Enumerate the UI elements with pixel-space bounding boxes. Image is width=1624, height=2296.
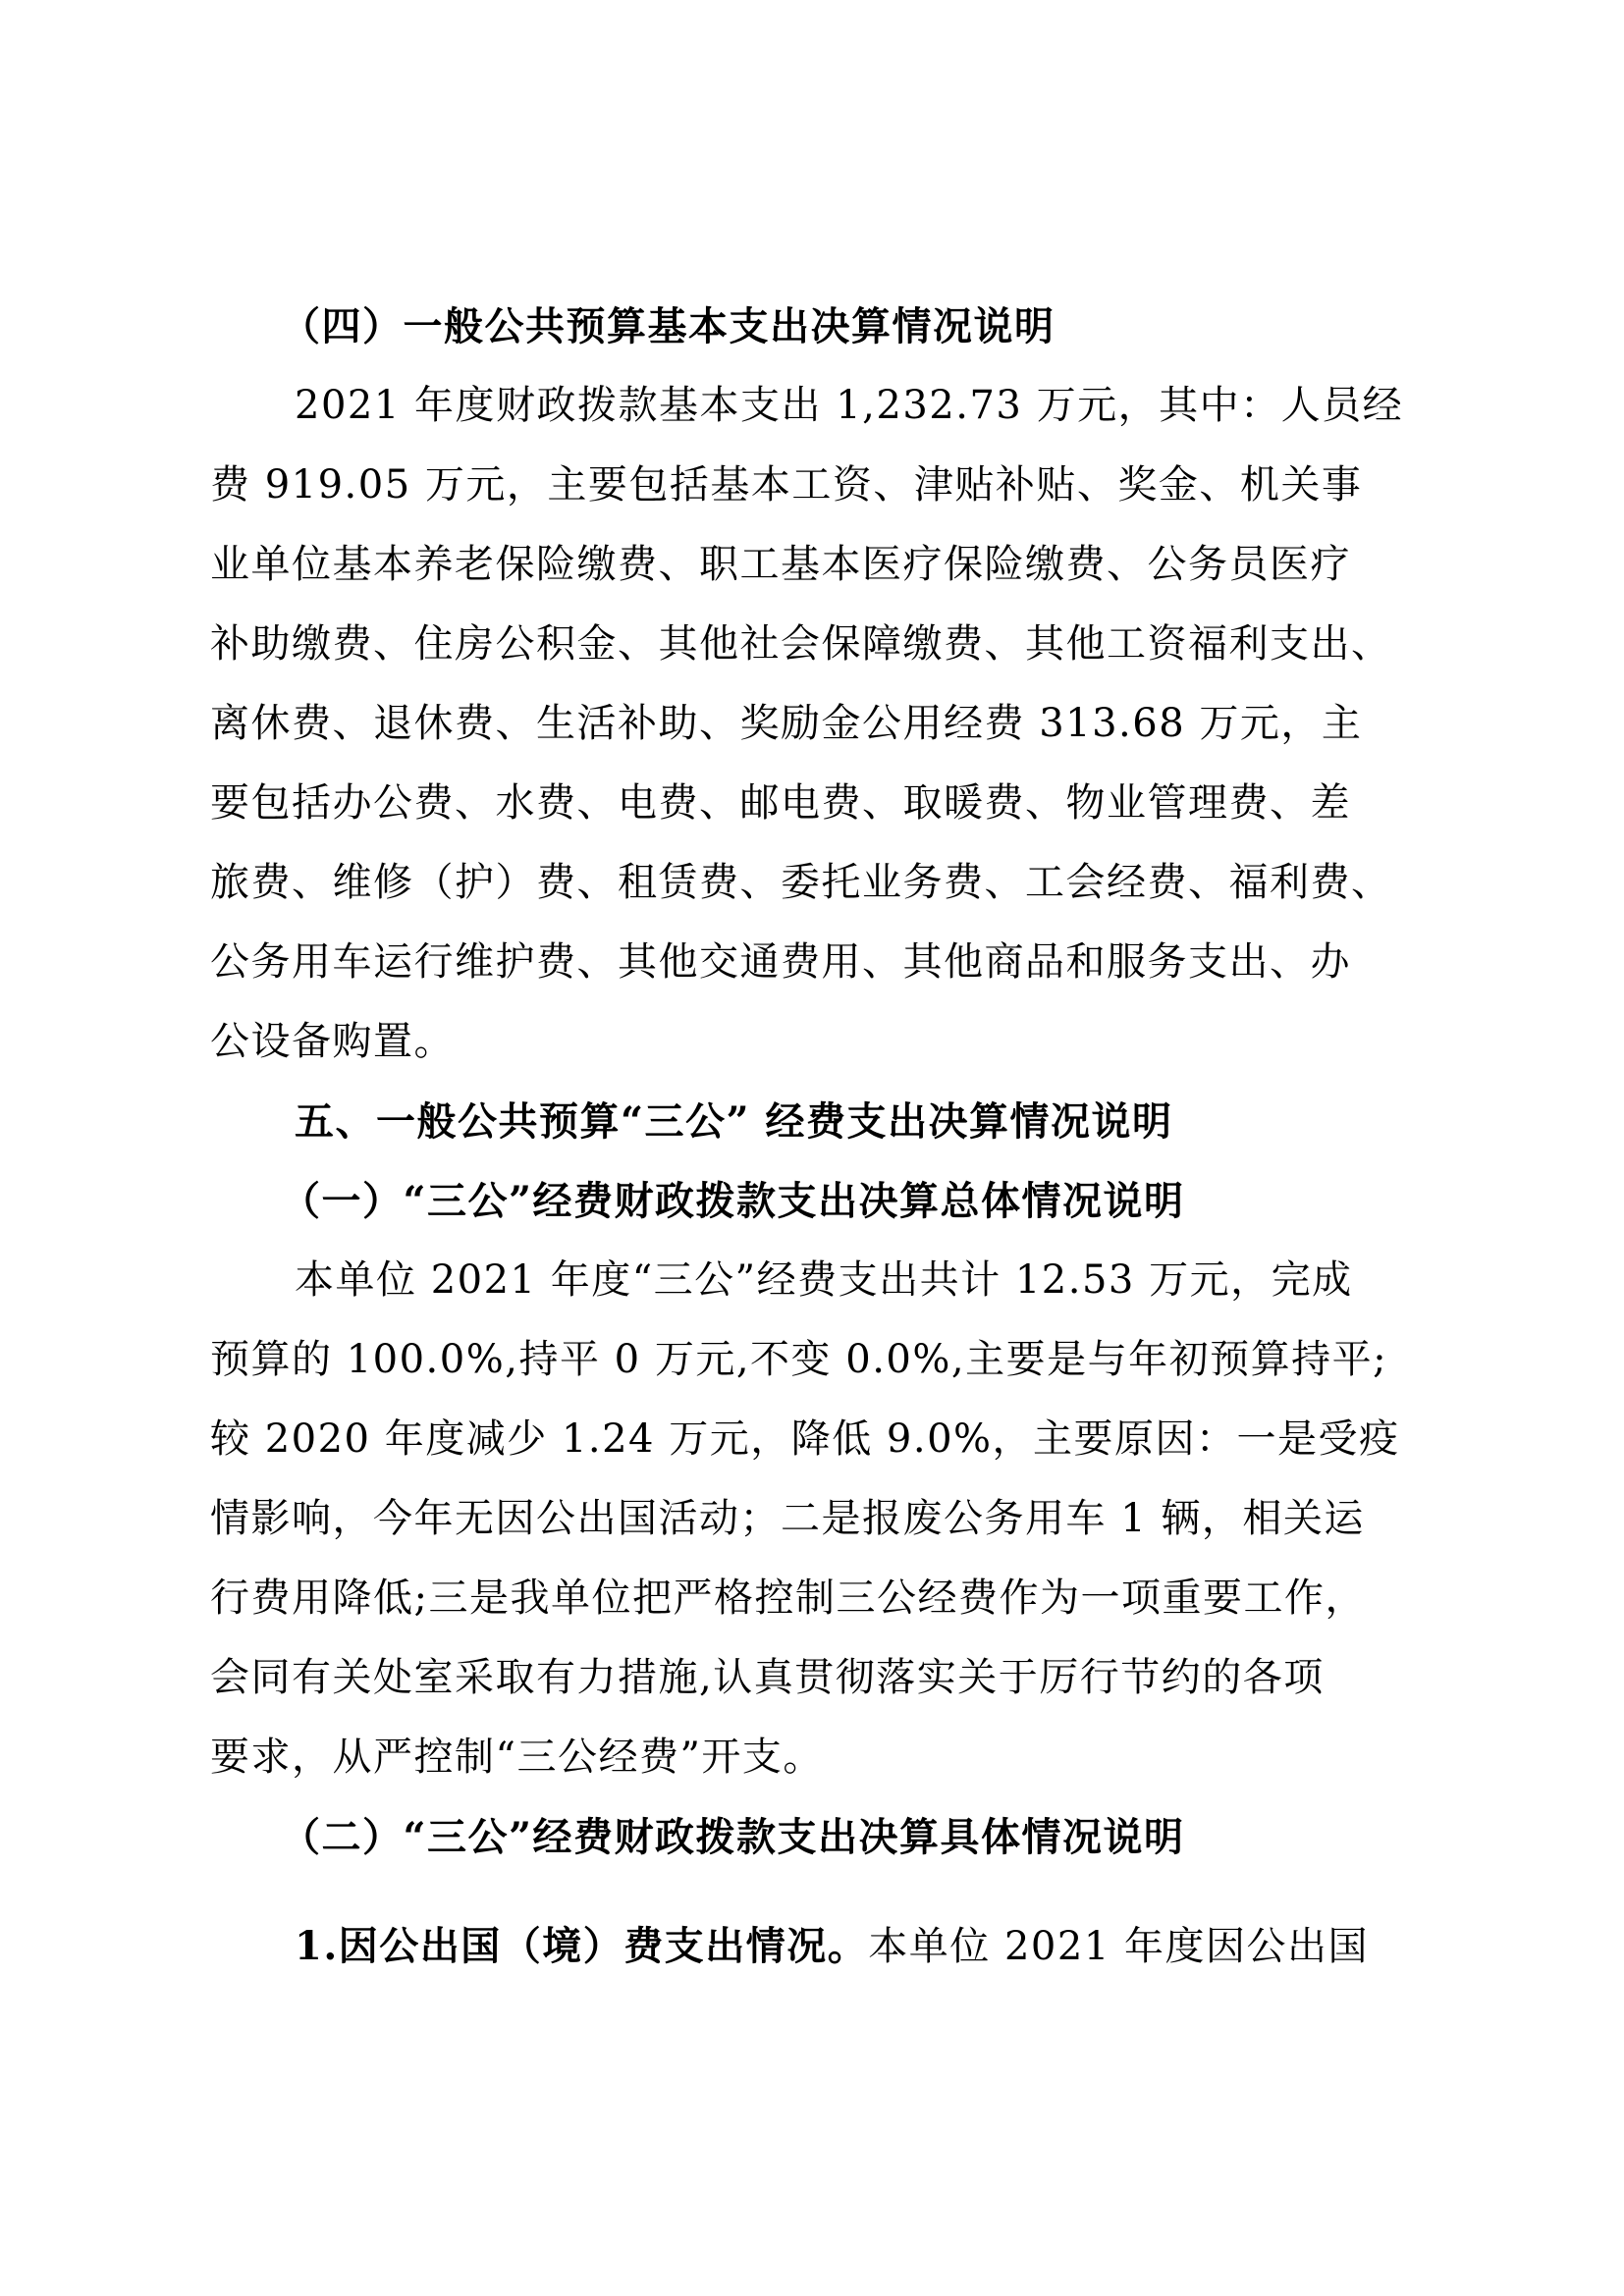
heading-subsection-1: （一）“三公”经费财政拨款支出决算总体情况说明 (281, 1178, 1185, 1224)
paragraph-line-last (210, 1906, 1428, 1986)
paragraph-line: 行费用降低;三是我单位把严格控制三公经费作为一项重要工作， (210, 1575, 1366, 1621)
item-heading: 1.因公出国（境）费支出情况。 (295, 1923, 869, 1969)
paragraph-line: 要求，从严控制“三公经费”开支。 (210, 1735, 824, 1780)
paragraph-line: 预算的 100.0%,持平 0 万元,不变 0.0%,主要是与年初预算持平; (210, 1337, 1388, 1382)
paragraph-line: 旅费、维修（护）费、租赁费、委托业务费、工会经费、福利费、 (210, 860, 1392, 905)
heading-section-5: 五、一般公共预算“三公” 经费支出决算情况说明 (295, 1098, 1173, 1145)
item-text: 本单位 2021 年度因公出国 (868, 1924, 1369, 1969)
paragraph-line: 2021 年度财政拨款基本支出 1,232.73 万元，其中：人员经 (295, 383, 1404, 428)
document-body (210, 287, 1428, 1986)
paragraph-line: 本单位 2021 年度“三公”经费支出共计 12.53 万元，完成 (295, 1257, 1353, 1303)
paragraph-line: 公设备购置。 (210, 1019, 455, 1064)
paragraph-line: 费 919.05 万元，主要包括基本工资、津贴补贴、奖金、机关事 (210, 462, 1363, 507)
paragraph-line: 情影响，今年无因公出国活动；二是报废公务用车 1 辆，相关运 (210, 1496, 1365, 1541)
paragraph-line: 业单位基本养老保险缴费、职工基本医疗保险缴费、公务员医疗 (210, 542, 1351, 587)
paragraph-line: 离休费、退休费、生活补助、奖励金公用经费 313.68 万元，主 (210, 701, 1363, 746)
heading-section-4: （四）一般公共预算基本支出决算情况说明 (281, 303, 1056, 349)
paragraph-line: 公务用车运行维护费、其他交通费用、其他商品和服务支出、办 (210, 939, 1351, 985)
heading-subsection-2: （二）“三公”经费财政拨款支出决算具体情况说明 (281, 1814, 1185, 1860)
paragraph-line: 补助缴费、住房公积金、其他社会保障缴费、其他工资福利支出、 (210, 621, 1392, 667)
paragraph-line: 会同有关处室采取有力措施,认真贯彻落实关于厉行节约的各项 (210, 1655, 1325, 1700)
paragraph-line: 要包括办公费、水费、电费、邮电费、取暖费、物业管理费、差 (210, 780, 1351, 826)
paragraph-line: 较 2020 年度减少 1.24 万元，降低 9.0%，主要原因：一是受疫 (210, 1416, 1400, 1462)
